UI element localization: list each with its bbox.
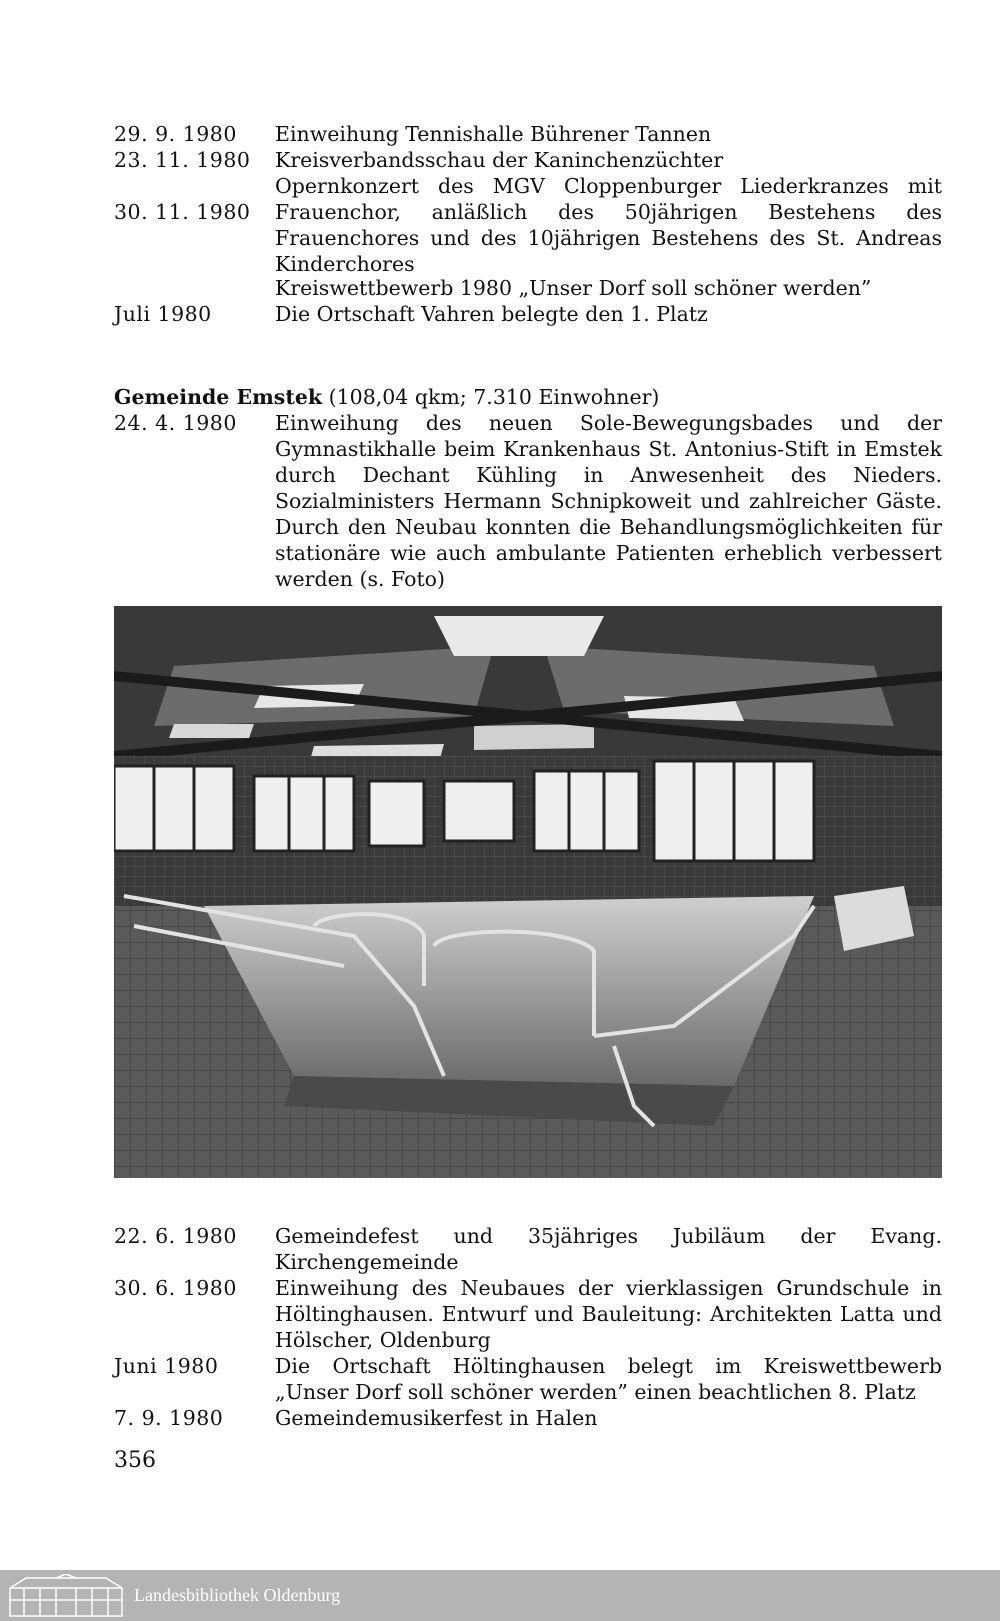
entry-text: Die Ortschaft Vahren belegte den 1. Platz	[275, 302, 708, 326]
entry-date: 29. 9. 1980	[114, 122, 237, 146]
entry-gemeindefest	[114, 1223, 942, 1275]
entry-musikerfest	[114, 1405, 942, 1431]
entry-date: 30. 6. 1980	[114, 1276, 237, 1300]
page-number: 356	[114, 1448, 156, 1473]
library-building-icon	[6, 1574, 126, 1618]
entry-date: 7. 9. 1980	[114, 1406, 224, 1430]
section-name: Gemeinde Emstek	[114, 385, 323, 409]
entry-date: 24. 4. 1980	[114, 411, 237, 435]
entry-text: Opernkonzert des MGV Cloppenburger Liederkranzes mit Frauenchor, anläßlich des 50jährigen Bestehens des Frauenchores und des 10jährigen Bestehens des St. Andreas Kinderchores	[275, 174, 942, 276]
entry-text: Die Ortschaft Höltinghausen belegt im Kreiswettbewerb „Unser Dorf soll schöner werden” einen beachtlichen 8. Platz	[275, 1354, 942, 1404]
entry-text: Kreisverbandsschau der Kaninchenzüchter	[275, 148, 724, 172]
entry-text: Einweihung des neuen Sole-Bewegungsbades und der Gymnastikhalle beim Krankenhaus St. Antonius-Stift in Emstek durch Dechant Kühling in Anwesenheit des Nieders. Sozialministers Hermann Schnipkoweit und zahlreicher Gäste. Durch den Neubau konnten die Behandlungsmöglichkeiten für stationäre wie auch ambulante Patienten erheblich verbessert werden (s. Foto)	[275, 411, 942, 591]
entry-sole-bewegungsbad	[114, 410, 942, 592]
entry-kaninchen	[114, 147, 942, 173]
entry-text: Einweihung des Neubaues der vierklassigen Grundschule in Höltinghausen. Entwurf und Bauleitung: Architekten Latta und Hölscher, Oldenburg	[275, 1276, 942, 1352]
entry-text: Gemeindemusikerfest in Halen	[275, 1406, 598, 1430]
entry-text: Kreiswettbewerb 1980 „Unser Dorf soll schöner werden”	[275, 276, 872, 300]
entry-tennishalle	[114, 121, 942, 147]
entry-kreiswettbewerb	[114, 275, 942, 327]
entry-date: Juni 1980	[114, 1354, 219, 1378]
entry-opernkonzert	[114, 173, 942, 277]
library-footer	[0, 1570, 1000, 1621]
entry-text: Gemeindefest und 35jähriges Jubiläum der Evang. Kirchengemeinde	[275, 1224, 942, 1274]
entry-date: 22. 6. 1980	[114, 1224, 237, 1248]
entry-text: Einweihung Tennishalle Bührener Tannen	[275, 122, 712, 146]
pool-photo	[114, 606, 942, 1178]
entry-dorfwettbewerb	[114, 1353, 942, 1405]
entry-date: Juli 1980	[114, 302, 212, 326]
entry-date: 30. 11. 1980	[114, 200, 251, 224]
section-heading	[114, 384, 659, 410]
section-details: (108,04 qkm; 7.310 Einwohner)	[328, 385, 660, 409]
library-name: Landesbibliothek Oldenburg	[134, 1585, 341, 1605]
entry-grundschule	[114, 1275, 942, 1353]
entry-date: 23. 11. 1980	[114, 148, 251, 172]
